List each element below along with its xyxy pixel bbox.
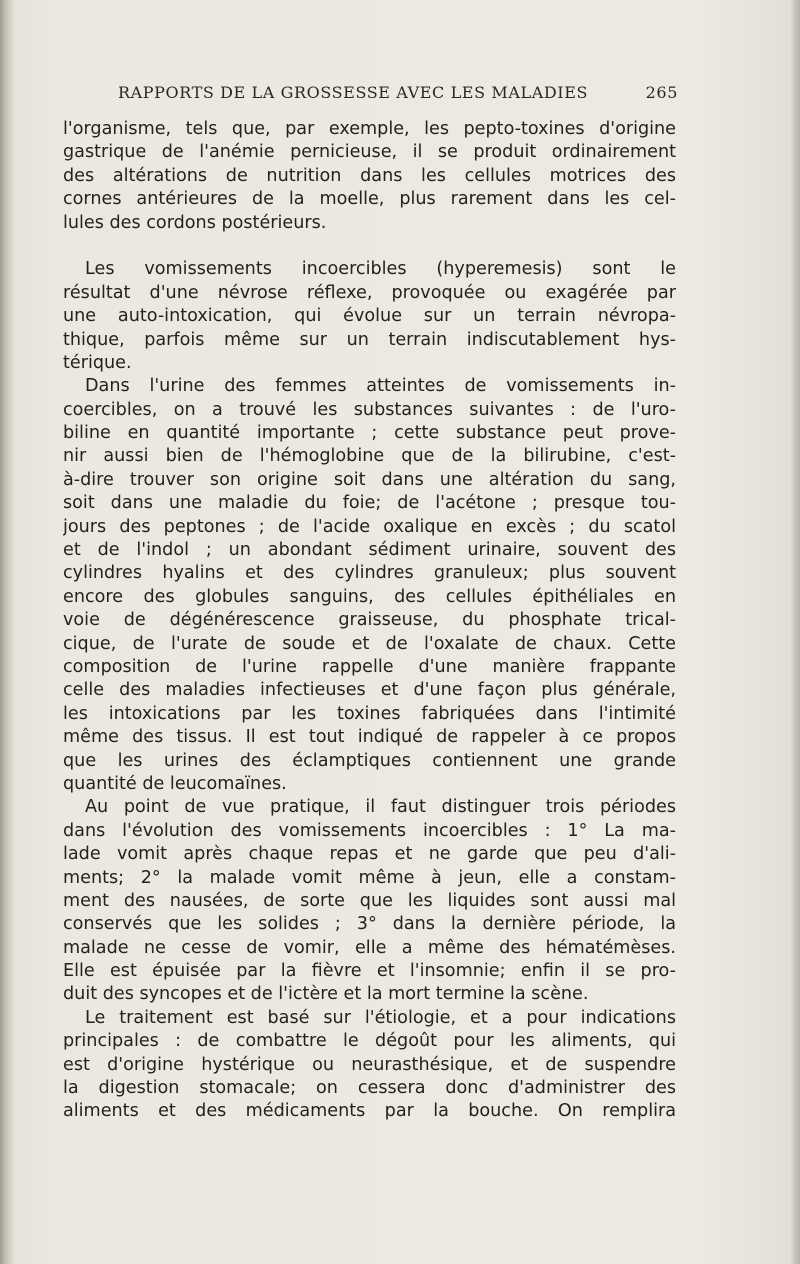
text-line: thique, parfois même sur un terrain indiscutablement hys- xyxy=(63,329,676,350)
paragraph-3 xyxy=(63,375,676,796)
text-line: cique, de l'urate de soude et de l'oxalate de chaux. Cette xyxy=(63,633,676,654)
text-line: Au point de vue pratique, il faut distinguer trois périodes xyxy=(85,797,676,818)
body-text xyxy=(63,118,676,1124)
text-line: biline en quantité importante ; cette substance peut prove- xyxy=(63,423,676,444)
text-line: coercibles, on a trouvé les substances suivantes : de l'uro- xyxy=(63,399,676,420)
text-line: voie de dégénérescence graisseuse, du phosphate trical- xyxy=(63,610,676,631)
text-line: Dans l'urine des femmes atteintes de vomissements in- xyxy=(85,376,676,397)
text-line: et de l'indol ; un abondant sédiment urinaire, souvent des xyxy=(63,540,676,561)
text-line: l'organisme, tels que, par exemple, les pepto-toxines d'origine xyxy=(63,119,676,139)
text-line: composition de l'urine rappelle d'une manière frappante xyxy=(63,656,676,677)
text-line: cylindres hyalins et des cylindres granuleux; plus souvent xyxy=(63,563,676,584)
text-line: encore des globules sanguins, des cellules épithéliales en xyxy=(63,586,676,607)
text-line: térique. xyxy=(63,352,132,373)
text-line: duit des syncopes et de l'ictère et la mort termine la scène. xyxy=(63,984,589,1005)
text-line: dans l'évolution des vomissements incoercibles : 1° La ma- xyxy=(63,820,676,841)
text-line: est d'origine hystérique ou neurasthésique, et de suspendre xyxy=(63,1054,676,1075)
text-line: principales : de combattre le dégoût pour les aliments, qui xyxy=(63,1031,676,1052)
text-line: lade vomit après chaque repas et ne garde que peu d'ali- xyxy=(63,844,676,865)
text-line: Les vomissements incoercibles (hyperemesis) sont le xyxy=(85,259,676,280)
text-line: les intoxications par les toxines fabriquées dans l'intimité xyxy=(63,703,676,724)
text-line: cornes antérieures de la moelle, plus rarement dans les cel- xyxy=(63,189,676,210)
text-line: jours des peptones ; de l'acide oxalique en excès ; du scatol xyxy=(63,516,676,537)
text-line: aliments et des médicaments par la bouche. On remplira xyxy=(63,1101,676,1122)
text-line: résultat d'une névrose réflexe, provoquée ou exagérée par xyxy=(63,282,676,303)
running-head xyxy=(118,83,678,102)
text-line: des altérations de nutrition dans les cellules motrices des xyxy=(63,165,676,186)
text-line: quantité de leucomaïnes. xyxy=(63,773,287,794)
page-edge xyxy=(790,0,800,1264)
paragraph-5 xyxy=(63,1007,676,1124)
running-title: RAPPORTS DE LA GROSSESSE AVEC LES MALADIES xyxy=(118,83,589,102)
paragraph-1 xyxy=(63,118,676,235)
text-line: malade ne cesse de vomir, elle a même des hématémèses. xyxy=(63,937,676,958)
text-line: nir aussi bien de l'hémoglobine que de la bilirubine, c'est- xyxy=(63,446,676,467)
text-line: ments; 2° la malade vomit même à jeun, elle a constam- xyxy=(63,867,676,888)
text-line: Le traitement est basé sur l'étiologie, et a pour indications xyxy=(85,1007,676,1028)
text-line: que les urines des éclamptiques contiennent une grande xyxy=(63,750,676,771)
text-line: la digestion stomacale; on cessera donc d'administrer des xyxy=(63,1078,676,1099)
text-line: une auto-intoxication, qui évolue sur un terrain névropa- xyxy=(63,306,676,327)
text-line: celle des maladies infectieuses et d'une façon plus générale, xyxy=(63,680,676,701)
paragraph-gap xyxy=(63,235,676,258)
text-line: ment des nausées, de sorte que les liquides sont aussi mal xyxy=(63,890,676,911)
paragraph-2 xyxy=(63,258,676,375)
text-line: à-dire trouver son origine soit dans une altération du sang, xyxy=(63,469,676,490)
text-line: gastrique de l'anémie pernicieuse, il se produit ordinairement xyxy=(63,142,676,163)
page-number: 265 xyxy=(645,83,678,102)
paragraph-4 xyxy=(63,796,676,1007)
text-line: conservés que les solides ; 3° dans la dernière période, la xyxy=(63,914,676,935)
binding-shadow xyxy=(0,0,14,1264)
text-line: même des tissus. Il est tout indiqué de rappeler à ce propos xyxy=(63,727,676,748)
text-line: soit dans une maladie du foie; de l'acétone ; presque tou- xyxy=(63,493,676,514)
text-line: Elle est épuisée par la fièvre et l'insomnie; enfin il se pro- xyxy=(63,961,676,982)
text-line: lules des cordons postérieurs. xyxy=(63,212,327,233)
